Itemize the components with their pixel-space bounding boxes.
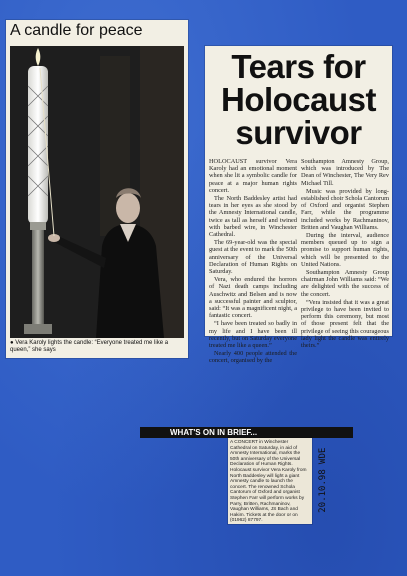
article-headline bbox=[205, 50, 392, 149]
whats-on-banner: WHAT'S ON IN BRIEF... bbox=[140, 427, 353, 438]
headline-line: Tears for bbox=[231, 48, 366, 85]
article-column-right bbox=[301, 158, 389, 350]
article-paragraph: “I have been treated so badly in my life and I have been ill recently, but on Saturday everyone treated me like a queen.” bbox=[209, 320, 297, 350]
article-paragraph: Nearly 400 people attended the concert, organised by the bbox=[209, 350, 297, 365]
photo-caption: ● Vera Karoly lights the candle: “Everyone treated me like a queen,” she says bbox=[10, 340, 169, 353]
article-column-left bbox=[209, 158, 297, 366]
brief-text: A CONCERT in Winchester Cathedral on Saturday, in aid of Amnesty International, marks the 50th anniversary of the Universal Declaration of Human Rights. Holocaust survivor Vera Karoly from North Baddesley will light a giant Amnesty candle to launch the concert. The renowned Schola Cantorum of Oxford and organist Stephen Farr will perform works by Parry, Britten, Rachmaninov, Vaughan Williams, JS Bach and Hakim. Tickets at the door or on (01962) 87797. bbox=[230, 440, 307, 524]
article-paragraph: Southampton Amnesty Group, which was introduced by The Dean of Winchester, The Very Rev Michael Till. bbox=[301, 158, 389, 187]
article-paragraph: Southampton Amnesty Group chairman John Williams said: “We are delighted with the success of the concert. bbox=[301, 269, 389, 298]
headline-line: survivor bbox=[235, 114, 362, 151]
article-paragraph: Music was provided by long-established choir Schola Cantorum of Oxford and organist Stephen Farr, while the programme included works by Rachmaninov, Britten and Vaughan Williams. bbox=[301, 187, 389, 231]
candle-headline: A candle for peace bbox=[10, 22, 143, 39]
brief-clipping bbox=[228, 438, 312, 524]
article-paragraph: The North Baddesley artist had tears in her eyes as she stood by the Amnesty International candle, twice as tall as herself and twined with barbed wire, in Winchester Cathedral. bbox=[209, 195, 297, 239]
handwritten-date-note: 20.10.98 WDE bbox=[318, 446, 328, 513]
article-paragraph: “Vera insisted that it was a great privilege to have been invited to perform this ceremony, but most of those present felt that the privilege of seeing this courageous lady light the candle was entirely theirs.” bbox=[301, 298, 389, 350]
article-paragraph: Vera, who endured the horrors of Nazi death camps including Auschwitz and Belsen and is now a successful painter and sculptor, said: “It was a magnificent night, a fantastic concert. bbox=[209, 276, 297, 320]
article-paragraph: During the interval, audience members queued up to sign a promise to support human rights, which will be presented to the United Nations. bbox=[301, 232, 389, 268]
candle-clipping bbox=[6, 20, 188, 358]
headline-line: Holocaust bbox=[220, 81, 377, 118]
article-paragraph: The 69-year-old was the special guest at the event to mark the 50th anniversary of the Universal Declaration of Human Rights on Saturday. bbox=[209, 239, 297, 276]
article-paragraph: HOLOCAUST survivor Vera Karoly had an emotional moment when she lit a symbolic candle for peace at a major human rights concert. bbox=[209, 158, 297, 194]
candle-photo-drawing bbox=[10, 46, 184, 338]
candle-photo bbox=[10, 46, 184, 338]
article-clipping bbox=[205, 46, 392, 365]
